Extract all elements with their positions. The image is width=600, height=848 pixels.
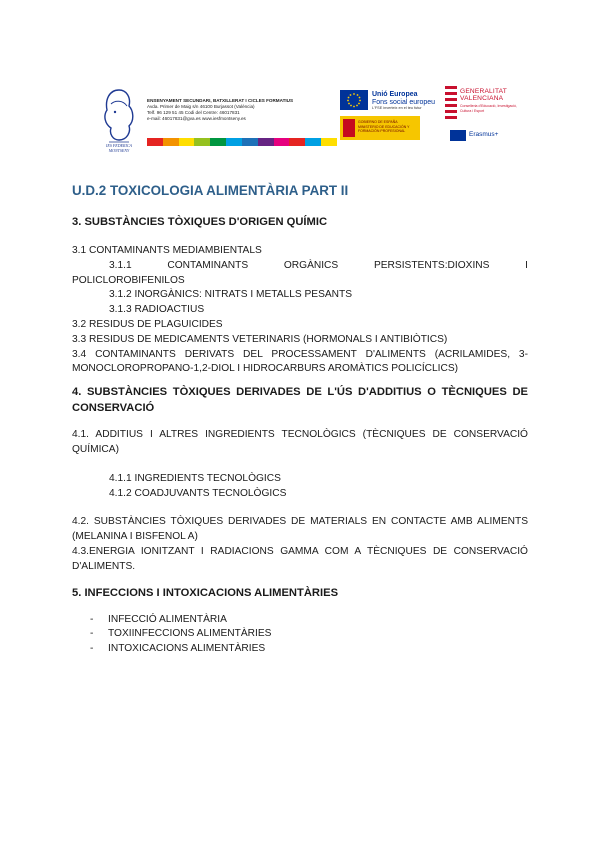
item-3-1-3: 3.1.3 RADIOACTIUS — [109, 304, 205, 316]
list-item: - INFECCIÓ ALIMENTÀRIA — [72, 613, 528, 628]
generalitat-mark-icon — [445, 86, 457, 122]
eu-small: L'FSE inverteix en el teu futur — [372, 106, 422, 110]
gva-title-1: GENERALITAT — [460, 88, 508, 95]
erasmus-text: Erasmus+ — [469, 131, 499, 138]
spain-crest-icon — [343, 119, 355, 137]
generalitat-logo — [445, 86, 525, 126]
document-body — [72, 182, 528, 657]
item-3-4: 3.4 CONTAMINANTS DERIVATS DEL PROCESSAMENT D'ALIMENTS (ACRILAMIDES, 3-MONOCLOROPROPANO-1,2-DIOL I HIDROCARBURS AROMÀTICS POLICÍCLICS) — [72, 348, 528, 375]
document-header — [95, 84, 525, 154]
item-4-2: 4.2. SUBSTÀNCIES TÒXIQUES DERIVADES DE MATERIALS EN CONTACTE AMB ALIMENTS (MELANINA I BISFENOL A) — [72, 516, 528, 543]
item-3-1: 3.1 CONTAMINANTS MEDIAMBIENTALS — [72, 245, 262, 256]
item-4-1-2: 4.1.2 COADJUVANTS TECNOLÒGICS — [109, 487, 287, 499]
item-3-1-2: 3.1.2 INORGÀNICS: NITRATS I METALLS PESANTS — [109, 289, 353, 301]
school-line-2: Avda. Primer de Maig s/n 46100 Burjassot (València) — [147, 104, 255, 109]
item-3-2: 3.2 RESIDUS DE PLAGUICIDES — [72, 318, 223, 330]
document-title: U.D.2 TOXICOLOGIA ALIMENTÀRIA PART II — [72, 183, 349, 198]
erasmus-flag-icon — [450, 130, 466, 141]
section-5-heading: 5. INFECCIONS I INTOXICACIONS ALIMENTÀRIES — [72, 586, 339, 599]
svg-text:MONTSENY: MONTSENY — [108, 148, 130, 153]
item-3-1-1-line-1: 3.1.1 CONTAMINANTS ORGÀNICS PERSISTENTS:DIOXINS I — [109, 259, 528, 271]
spain-government-logo — [340, 116, 420, 140]
erasmus-logo — [450, 130, 520, 142]
school-logo — [95, 84, 143, 154]
eu-subtitle: Fons social europeu — [372, 98, 436, 106]
section-5-list — [72, 613, 528, 657]
section-4-heading: 4. SUBSTÀNCIES TÒXIQUES DERIVADES DE L'ÚS D'ADDITIUS O TÈCNIQUES DE CONSERVACIÓ — [72, 386, 528, 415]
list-item: - INTOXICACIONS ALIMENTÀRIES — [72, 642, 528, 657]
gva-title-2: VALENCIANA — [460, 95, 504, 102]
section-3-heading: 3. SUBSTÀNCIES TÒXIQUES D'ORIGEN QUÍMIC — [72, 216, 328, 228]
svg-text:IES FEDERICA: IES FEDERICA — [106, 143, 132, 148]
eu-flag-icon — [340, 90, 368, 110]
item-4-1-1: 4.1.1 INGREDIENTS TECNOLÒGICS — [109, 472, 281, 484]
school-line-1: ENSENYAMENT SECUNDARI, BATXILLERAT I CICLES FORMATIUS — [147, 98, 294, 103]
school-info — [147, 98, 337, 122]
item-3-3: 3.3 RESIDUS DE MEDICAMENTS VETERINARIS (HORMONALS I ANTIBIÒTICS) — [72, 333, 448, 345]
item-4-1: 4.1. ADDITIUS I ALTRES INGREDIENTS TECNOLÒGICS (TÈCNIQUES DE CONSERVACIÓ QUÍMICA) — [72, 429, 528, 455]
eu-text — [372, 91, 435, 111]
list-item: - TOXIINFECCIONS ALIMENTÀRIES — [72, 627, 528, 642]
eu-title: Unió Europea — [372, 91, 418, 98]
spain-gov-text: GOBIERNO DE ESPAÑA MINISTERIO DE EDUCACIÓN Y FORMACIÓN PROFESIONAL — [358, 120, 410, 133]
item-4-3: 4.3.ENERGIA IONITZANT I RADIACIONS GAMMA COM A TÈCNIQUES DE CONSERVACIÓ D'ALIMENTS. — [72, 545, 528, 572]
gva-small: Conselleria d'Educació, Investigació, Cultura i Esport — [460, 104, 517, 113]
color-strip — [147, 138, 337, 146]
item-3-1-1-line-2: POLICLOROBIFENILOS — [72, 274, 185, 286]
gva-title — [460, 88, 507, 102]
school-line-3: Telf. 96 129 51 45 Codi del Centre: 46017831 — [147, 110, 240, 115]
school-line-4: e-mail: 46017831@gva.es www.iesfmontseny.es — [147, 116, 246, 121]
